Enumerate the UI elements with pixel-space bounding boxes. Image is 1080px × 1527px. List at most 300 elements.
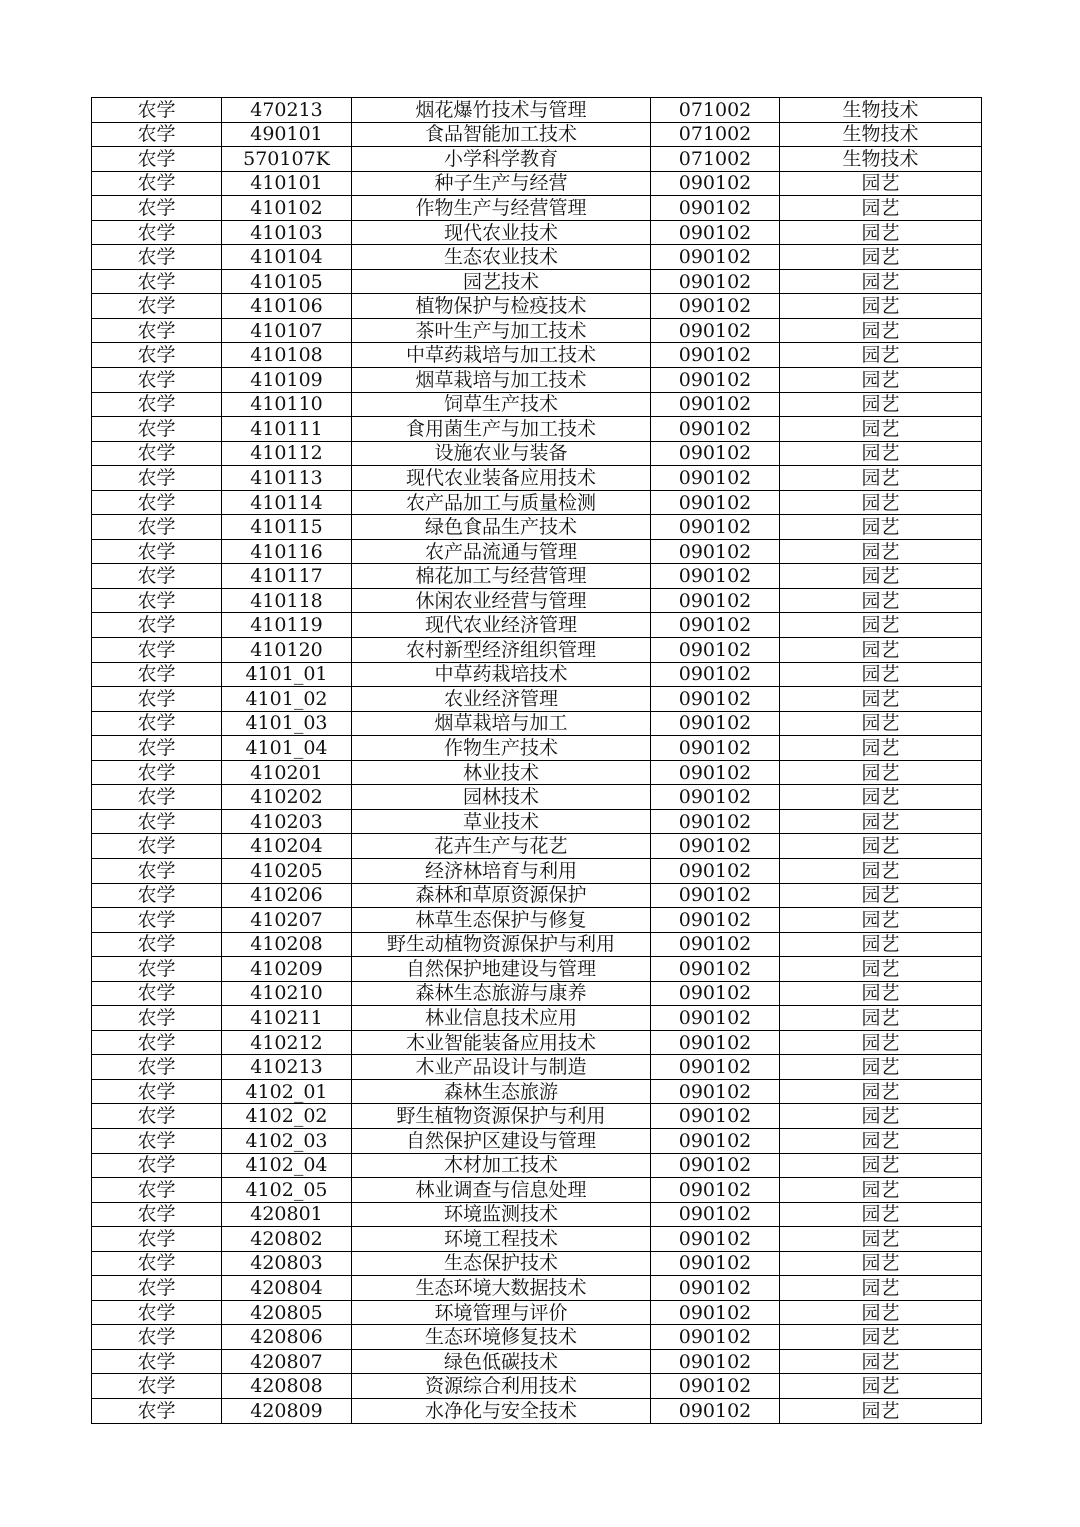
- major-name-cell: 自然保护地建设与管理: [352, 957, 651, 982]
- subject-name-cell: 园艺: [780, 466, 982, 491]
- code-cell: 410113: [222, 466, 352, 491]
- subject-name-cell: 园艺: [780, 539, 982, 564]
- code-cell: 410210: [222, 981, 352, 1006]
- subject-name-cell: 园艺: [780, 834, 982, 859]
- category-cell: 农学: [92, 1398, 222, 1423]
- table-row: [92, 1325, 982, 1350]
- subject-code-cell: 090102: [651, 760, 780, 785]
- major-name-cell: 中草药栽培技术: [352, 662, 651, 687]
- category-cell: 农学: [92, 441, 222, 466]
- table-row: [92, 294, 982, 319]
- subject-code-cell: 090102: [651, 809, 780, 834]
- table-body: [92, 98, 982, 1424]
- category-cell: 农学: [92, 1276, 222, 1301]
- major-name-cell: 林草生态保护与修复: [352, 908, 651, 933]
- major-name-cell: 野生动植物资源保护与利用: [352, 932, 651, 957]
- subject-code-cell: 090102: [651, 1055, 780, 1080]
- code-cell: 410119: [222, 613, 352, 638]
- table-row: [92, 1006, 982, 1031]
- subject-name-cell: 园艺: [780, 809, 982, 834]
- table-row: [92, 932, 982, 957]
- subject-name-cell: 园艺: [780, 343, 982, 368]
- subject-code-cell: 090102: [651, 687, 780, 712]
- major-name-cell: 环境工程技术: [352, 1227, 651, 1252]
- subject-name-cell: 园艺: [780, 1300, 982, 1325]
- subject-name-cell: 园艺: [780, 957, 982, 982]
- table-row: [92, 1300, 982, 1325]
- table-row: [92, 981, 982, 1006]
- subject-code-cell: 090102: [651, 1374, 780, 1399]
- code-cell: 420807: [222, 1349, 352, 1374]
- table-row: [92, 785, 982, 810]
- subject-code-cell: 090102: [651, 490, 780, 515]
- major-name-cell: 花卉生产与花艺: [352, 834, 651, 859]
- category-cell: 农学: [92, 147, 222, 172]
- subject-code-cell: 090102: [651, 834, 780, 859]
- subject-code-cell: 090102: [651, 1251, 780, 1276]
- major-name-cell: 水净化与安全技术: [352, 1398, 651, 1423]
- subject-code-cell: 090102: [651, 1276, 780, 1301]
- subject-name-cell: 园艺: [780, 908, 982, 933]
- category-cell: 农学: [92, 1030, 222, 1055]
- subject-name-cell: 园艺: [780, 1006, 982, 1031]
- subject-name-cell: 园艺: [780, 1202, 982, 1227]
- subject-code-cell: 090102: [651, 957, 780, 982]
- subject-name-cell: 园艺: [780, 1227, 982, 1252]
- table-row: [92, 392, 982, 417]
- subject-name-cell: 园艺: [780, 1153, 982, 1178]
- major-name-cell: 食用菌生产与加工技术: [352, 417, 651, 442]
- category-cell: 农学: [92, 539, 222, 564]
- subject-code-cell: 090102: [651, 294, 780, 319]
- table-row: [92, 147, 982, 172]
- subject-name-cell: 园艺: [780, 588, 982, 613]
- category-cell: 农学: [92, 220, 222, 245]
- subject-code-cell: 090102: [651, 1300, 780, 1325]
- table-row: [92, 858, 982, 883]
- subject-name-cell: 园艺: [780, 687, 982, 712]
- category-cell: 农学: [92, 662, 222, 687]
- subject-name-cell: 园艺: [780, 564, 982, 589]
- category-cell: 农学: [92, 908, 222, 933]
- subject-code-cell: 071002: [651, 147, 780, 172]
- subject-code-cell: 090102: [651, 1104, 780, 1129]
- code-cell: 410110: [222, 392, 352, 417]
- code-cell: 410207: [222, 908, 352, 933]
- major-name-cell: 园艺技术: [352, 269, 651, 294]
- major-name-cell: 小学科学教育: [352, 147, 651, 172]
- table-row: [92, 908, 982, 933]
- subject-code-cell: 090102: [651, 269, 780, 294]
- code-cell: 410101: [222, 171, 352, 196]
- category-cell: 农学: [92, 1349, 222, 1374]
- subject-name-cell: 园艺: [780, 318, 982, 343]
- category-cell: 农学: [92, 858, 222, 883]
- table-row: [92, 318, 982, 343]
- table-row: [92, 760, 982, 785]
- table-row: [92, 1178, 982, 1203]
- major-name-cell: 绿色食品生产技术: [352, 515, 651, 540]
- table-row: [92, 809, 982, 834]
- subject-code-cell: 090102: [651, 245, 780, 270]
- major-name-cell: 中草药栽培与加工技术: [352, 343, 651, 368]
- table-row: [92, 687, 982, 712]
- subject-code-cell: 090102: [651, 662, 780, 687]
- subject-name-cell: 园艺: [780, 171, 982, 196]
- subject-code-cell: 090102: [651, 539, 780, 564]
- major-name-cell: 茶叶生产与加工技术: [352, 318, 651, 343]
- subject-name-cell: 园艺: [780, 785, 982, 810]
- subject-code-cell: 090102: [651, 564, 780, 589]
- category-cell: 农学: [92, 368, 222, 393]
- major-name-cell: 林业信息技术应用: [352, 1006, 651, 1031]
- major-name-cell: 自然保护区建设与管理: [352, 1128, 651, 1153]
- table-row: [92, 1030, 982, 1055]
- code-cell: 410102: [222, 196, 352, 221]
- major-name-cell: 森林生态旅游与康养: [352, 981, 651, 1006]
- major-name-cell: 食品智能加工技术: [352, 122, 651, 147]
- subject-code-cell: 090102: [651, 196, 780, 221]
- major-name-cell: 作物生产技术: [352, 736, 651, 761]
- code-cell: 410106: [222, 294, 352, 319]
- code-cell: 410107: [222, 318, 352, 343]
- category-cell: 农学: [92, 1325, 222, 1350]
- category-cell: 农学: [92, 98, 222, 123]
- code-cell: 4102_02: [222, 1104, 352, 1129]
- category-cell: 农学: [92, 1202, 222, 1227]
- category-cell: 农学: [92, 809, 222, 834]
- table-row: [92, 515, 982, 540]
- subject-code-cell: 090102: [651, 515, 780, 540]
- category-cell: 农学: [92, 196, 222, 221]
- table-row: [92, 196, 982, 221]
- major-name-cell: 木材加工技术: [352, 1153, 651, 1178]
- table-row: [92, 245, 982, 270]
- major-name-cell: 资源综合利用技术: [352, 1374, 651, 1399]
- category-cell: 农学: [92, 613, 222, 638]
- major-name-cell: 森林生态旅游: [352, 1079, 651, 1104]
- code-cell: 410203: [222, 809, 352, 834]
- subject-name-cell: 园艺: [780, 196, 982, 221]
- category-cell: 农学: [92, 1251, 222, 1276]
- subject-code-cell: 090102: [651, 220, 780, 245]
- code-cell: 410213: [222, 1055, 352, 1080]
- table-row: [92, 417, 982, 442]
- subject-code-cell: 090102: [651, 1178, 780, 1203]
- code-cell: 4101_04: [222, 736, 352, 761]
- major-name-cell: 环境管理与评价: [352, 1300, 651, 1325]
- subject-name-cell: 园艺: [780, 1178, 982, 1203]
- subject-code-cell: 090102: [651, 588, 780, 613]
- category-cell: 农学: [92, 122, 222, 147]
- subject-code-cell: 090102: [651, 711, 780, 736]
- subject-name-cell: 园艺: [780, 711, 982, 736]
- subject-code-cell: 090102: [651, 1006, 780, 1031]
- subject-name-cell: 园艺: [780, 932, 982, 957]
- major-name-cell: 设施农业与装备: [352, 441, 651, 466]
- code-cell: 410208: [222, 932, 352, 957]
- code-cell: 420808: [222, 1374, 352, 1399]
- category-cell: 农学: [92, 1006, 222, 1031]
- major-name-cell: 农产品流通与管理: [352, 539, 651, 564]
- subject-name-cell: 园艺: [780, 490, 982, 515]
- major-name-cell: 草业技术: [352, 809, 651, 834]
- code-cell: 410202: [222, 785, 352, 810]
- category-cell: 农学: [92, 269, 222, 294]
- subject-name-cell: 园艺: [780, 1349, 982, 1374]
- major-name-cell: 林业调查与信息处理: [352, 1178, 651, 1203]
- table-row: [92, 834, 982, 859]
- subject-code-cell: 090102: [651, 1030, 780, 1055]
- subject-name-cell: 园艺: [780, 1030, 982, 1055]
- table-row: [92, 490, 982, 515]
- category-cell: 农学: [92, 466, 222, 491]
- subject-code-cell: 090102: [651, 638, 780, 663]
- subject-code-cell: 090102: [651, 171, 780, 196]
- category-cell: 农学: [92, 785, 222, 810]
- category-cell: 农学: [92, 1079, 222, 1104]
- major-name-cell: 烟花爆竹技术与管理: [352, 98, 651, 123]
- table-row: [92, 736, 982, 761]
- major-name-cell: 森林和草原资源保护: [352, 883, 651, 908]
- table-row: [92, 1202, 982, 1227]
- major-name-cell: 生态农业技术: [352, 245, 651, 270]
- table-row: [92, 588, 982, 613]
- subject-name-cell: 园艺: [780, 269, 982, 294]
- subject-code-cell: 090102: [651, 1079, 780, 1104]
- category-cell: 农学: [92, 981, 222, 1006]
- table-row: [92, 1079, 982, 1104]
- major-name-cell: 农业经济管理: [352, 687, 651, 712]
- subject-code-cell: 090102: [651, 1349, 780, 1374]
- subject-code-cell: 090102: [651, 613, 780, 638]
- code-cell: 4102_01: [222, 1079, 352, 1104]
- major-name-cell: 生态保护技术: [352, 1251, 651, 1276]
- subject-name-cell: 园艺: [780, 1325, 982, 1350]
- table-row: [92, 441, 982, 466]
- code-cell: 410201: [222, 760, 352, 785]
- code-cell: 410117: [222, 564, 352, 589]
- category-cell: 农学: [92, 343, 222, 368]
- code-cell: 410115: [222, 515, 352, 540]
- subject-code-cell: 090102: [651, 908, 780, 933]
- table-row: [92, 638, 982, 663]
- table-row: [92, 1276, 982, 1301]
- category-cell: 农学: [92, 736, 222, 761]
- subject-name-cell: 园艺: [780, 441, 982, 466]
- major-table: [91, 97, 982, 1424]
- table-row: [92, 269, 982, 294]
- major-name-cell: 休闲农业经营与管理: [352, 588, 651, 613]
- table-row: [92, 466, 982, 491]
- subject-code-cell: 090102: [651, 318, 780, 343]
- category-cell: 农学: [92, 392, 222, 417]
- code-cell: 410211: [222, 1006, 352, 1031]
- major-name-cell: 园林技术: [352, 785, 651, 810]
- code-cell: 4101_03: [222, 711, 352, 736]
- category-cell: 农学: [92, 417, 222, 442]
- subject-name-cell: 园艺: [780, 981, 982, 1006]
- subject-name-cell: 园艺: [780, 1104, 982, 1129]
- subject-code-cell: 090102: [651, 858, 780, 883]
- code-cell: 410204: [222, 834, 352, 859]
- code-cell: 4101_01: [222, 662, 352, 687]
- subject-name-cell: 园艺: [780, 220, 982, 245]
- subject-name-cell: 园艺: [780, 294, 982, 319]
- code-cell: 4102_05: [222, 1178, 352, 1203]
- code-cell: 410116: [222, 539, 352, 564]
- major-name-cell: 种子生产与经营: [352, 171, 651, 196]
- category-cell: 农学: [92, 957, 222, 982]
- subject-name-cell: 园艺: [780, 638, 982, 663]
- major-name-cell: 生态环境修复技术: [352, 1325, 651, 1350]
- table-row: [92, 1153, 982, 1178]
- subject-name-cell: 园艺: [780, 736, 982, 761]
- subject-name-cell: 园艺: [780, 1398, 982, 1423]
- major-name-cell: 绿色低碳技术: [352, 1349, 651, 1374]
- subject-code-cell: 090102: [651, 883, 780, 908]
- table-row: [92, 662, 982, 687]
- subject-name-cell: 园艺: [780, 417, 982, 442]
- category-cell: 农学: [92, 1055, 222, 1080]
- code-cell: 4101_02: [222, 687, 352, 712]
- code-cell: 410104: [222, 245, 352, 270]
- subject-name-cell: 园艺: [780, 1128, 982, 1153]
- major-name-cell: 棉花加工与经营管理: [352, 564, 651, 589]
- category-cell: 农学: [92, 171, 222, 196]
- table-row: [92, 1055, 982, 1080]
- subject-code-cell: 071002: [651, 98, 780, 123]
- subject-name-cell: 园艺: [780, 245, 982, 270]
- table-row: [92, 1128, 982, 1153]
- subject-code-cell: 090102: [651, 368, 780, 393]
- table-row: [92, 539, 982, 564]
- category-cell: 农学: [92, 1300, 222, 1325]
- code-cell: 410205: [222, 858, 352, 883]
- category-cell: 农学: [92, 588, 222, 613]
- code-cell: 410114: [222, 490, 352, 515]
- category-cell: 农学: [92, 1374, 222, 1399]
- subject-code-cell: 090102: [651, 981, 780, 1006]
- table-row: [92, 122, 982, 147]
- category-cell: 农学: [92, 294, 222, 319]
- subject-code-cell: 090102: [651, 1202, 780, 1227]
- subject-name-cell: 生物技术: [780, 122, 982, 147]
- subject-code-cell: 090102: [651, 1325, 780, 1350]
- subject-code-cell: 090102: [651, 1128, 780, 1153]
- code-cell: 4102_03: [222, 1128, 352, 1153]
- category-cell: 农学: [92, 490, 222, 515]
- table-row: [92, 1398, 982, 1423]
- table-row: [92, 1227, 982, 1252]
- major-name-cell: 环境监测技术: [352, 1202, 651, 1227]
- major-name-cell: 现代农业技术: [352, 220, 651, 245]
- major-name-cell: 现代农业装备应用技术: [352, 466, 651, 491]
- code-cell: 410212: [222, 1030, 352, 1055]
- code-cell: 420804: [222, 1276, 352, 1301]
- category-cell: 农学: [92, 711, 222, 736]
- subject-code-cell: 071002: [651, 122, 780, 147]
- code-cell: 410120: [222, 638, 352, 663]
- subject-name-cell: 园艺: [780, 883, 982, 908]
- subject-code-cell: 090102: [651, 785, 780, 810]
- code-cell: 410108: [222, 343, 352, 368]
- category-cell: 农学: [92, 245, 222, 270]
- subject-code-cell: 090102: [651, 466, 780, 491]
- code-cell: 410105: [222, 269, 352, 294]
- subject-code-cell: 090102: [651, 392, 780, 417]
- major-name-cell: 饲草生产技术: [352, 392, 651, 417]
- code-cell: 4102_04: [222, 1153, 352, 1178]
- table-row: [92, 711, 982, 736]
- subject-code-cell: 090102: [651, 1398, 780, 1423]
- major-name-cell: 木业智能装备应用技术: [352, 1030, 651, 1055]
- table-row: [92, 343, 982, 368]
- subject-name-cell: 园艺: [780, 858, 982, 883]
- category-cell: 农学: [92, 834, 222, 859]
- table-row: [92, 1349, 982, 1374]
- major-name-cell: 经济林培育与利用: [352, 858, 651, 883]
- subject-name-cell: 园艺: [780, 613, 982, 638]
- subject-code-cell: 090102: [651, 1227, 780, 1252]
- subject-name-cell: 园艺: [780, 1374, 982, 1399]
- major-name-cell: 农村新型经济组织管理: [352, 638, 651, 663]
- subject-code-cell: 090102: [651, 1153, 780, 1178]
- code-cell: 410118: [222, 588, 352, 613]
- category-cell: 农学: [92, 1153, 222, 1178]
- subject-name-cell: 园艺: [780, 392, 982, 417]
- major-name-cell: 木业产品设计与制造: [352, 1055, 651, 1080]
- subject-name-cell: 园艺: [780, 662, 982, 687]
- category-cell: 农学: [92, 883, 222, 908]
- category-cell: 农学: [92, 760, 222, 785]
- category-cell: 农学: [92, 1178, 222, 1203]
- subject-name-cell: 园艺: [780, 1251, 982, 1276]
- major-name-cell: 烟草栽培与加工技术: [352, 368, 651, 393]
- category-cell: 农学: [92, 638, 222, 663]
- category-cell: 农学: [92, 1104, 222, 1129]
- subject-code-cell: 090102: [651, 932, 780, 957]
- subject-code-cell: 090102: [651, 441, 780, 466]
- category-cell: 农学: [92, 564, 222, 589]
- table-row: [92, 564, 982, 589]
- code-cell: 410209: [222, 957, 352, 982]
- subject-name-cell: 生物技术: [780, 147, 982, 172]
- code-cell: 420805: [222, 1300, 352, 1325]
- table-row: [92, 368, 982, 393]
- code-cell: 410112: [222, 441, 352, 466]
- category-cell: 农学: [92, 687, 222, 712]
- code-cell: 410111: [222, 417, 352, 442]
- table-row: [92, 1104, 982, 1129]
- major-name-cell: 林业技术: [352, 760, 651, 785]
- code-cell: 420806: [222, 1325, 352, 1350]
- code-cell: 410206: [222, 883, 352, 908]
- code-cell: 420802: [222, 1227, 352, 1252]
- category-cell: 农学: [92, 1227, 222, 1252]
- major-name-cell: 农产品加工与质量检测: [352, 490, 651, 515]
- subject-name-cell: 园艺: [780, 1079, 982, 1104]
- major-name-cell: 现代农业经济管理: [352, 613, 651, 638]
- subject-code-cell: 090102: [651, 417, 780, 442]
- subject-name-cell: 园艺: [780, 1055, 982, 1080]
- code-cell: 410109: [222, 368, 352, 393]
- major-name-cell: 生态环境大数据技术: [352, 1276, 651, 1301]
- category-cell: 农学: [92, 1128, 222, 1153]
- code-cell: 420801: [222, 1202, 352, 1227]
- table-row: [92, 883, 982, 908]
- table-row: [92, 1251, 982, 1276]
